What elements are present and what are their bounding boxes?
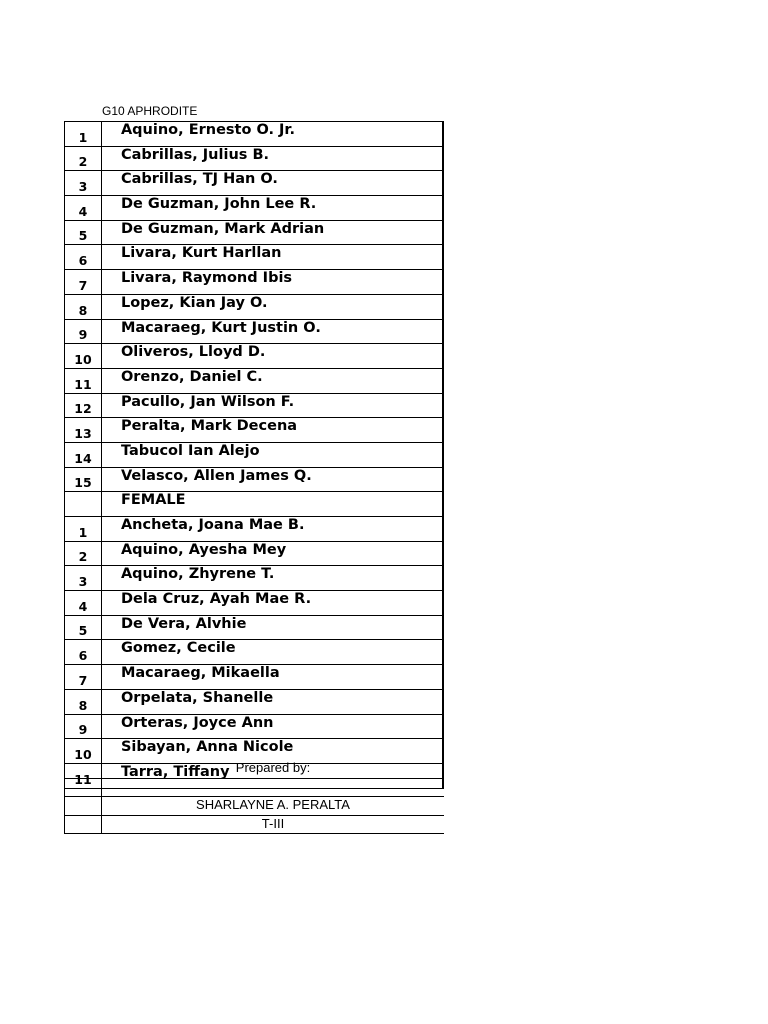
student-row [65, 319, 444, 344]
student-row [65, 344, 444, 369]
row-number: 11 [65, 763, 102, 788]
row-number: 8 [65, 689, 102, 714]
row-number: 7 [65, 270, 102, 295]
student-row [65, 517, 444, 542]
prepared-by-block [64, 760, 444, 834]
teacher-name: SHARLAYNE A. PERALTA [102, 797, 445, 816]
row-number: 8 [65, 294, 102, 319]
row-number: 9 [65, 319, 102, 344]
student-name: Cabrillas, TJ Han O. [101, 171, 443, 196]
student-name: Orteras, Joyce Ann [101, 714, 443, 739]
row-number: 11 [65, 368, 102, 393]
student-row [65, 393, 444, 418]
row-number: 6 [65, 245, 102, 270]
student-row [65, 418, 444, 443]
row-number: 3 [65, 566, 102, 591]
student-name: Tabucol Ian Alejo [101, 442, 443, 467]
section-title: G10 APHRODITE [102, 104, 198, 118]
student-row [65, 442, 444, 467]
footer-number-cell [65, 760, 102, 778]
footer-row [65, 815, 445, 834]
student-name: Livara, Kurt Harllan [101, 245, 443, 270]
student-name: Cabrillas, Julius B. [101, 146, 443, 171]
student-name: Aquino, Zhyrene T. [101, 566, 443, 591]
row-number: 4 [65, 196, 102, 221]
student-name: Gomez, Cecile [101, 640, 443, 665]
row-number: 7 [65, 665, 102, 690]
row-number: 13 [65, 418, 102, 443]
student-name: De Guzman, John Lee R. [101, 196, 443, 221]
row-number: 2 [65, 541, 102, 566]
student-row [65, 270, 444, 295]
student-row [65, 467, 444, 492]
row-number: 3 [65, 171, 102, 196]
student-row [65, 146, 444, 171]
student-name: Aquino, Ayesha Mey [101, 541, 443, 566]
row-number: 5 [65, 220, 102, 245]
student-row [65, 122, 444, 147]
student-name: Tarra, Tiffany [101, 763, 443, 788]
student-name: Macaraeg, Kurt Justin O. [101, 319, 443, 344]
footer-row [65, 760, 445, 778]
row-number: 15 [65, 467, 102, 492]
teacher-position: T-III [102, 815, 445, 834]
student-row [65, 294, 444, 319]
footer-row [65, 778, 445, 797]
row-number: 1 [65, 517, 102, 542]
row-number: 6 [65, 640, 102, 665]
footer-number-cell [65, 815, 102, 834]
student-row [65, 714, 444, 739]
student-row [65, 368, 444, 393]
student-name: Macaraeg, Mikaella [101, 665, 443, 690]
footer-number-cell [65, 797, 102, 816]
student-name: Velasco, Allen James Q. [101, 467, 443, 492]
row-number: 1 [65, 122, 102, 147]
student-row [65, 171, 444, 196]
row-number: 10 [65, 344, 102, 369]
student-row [65, 566, 444, 591]
row-number: 12 [65, 393, 102, 418]
female-header: FEMALE [101, 492, 443, 517]
student-name: Aquino, Ernesto O. Jr. [101, 122, 443, 147]
student-row [65, 615, 444, 640]
student-row [65, 245, 444, 270]
row-number: 10 [65, 739, 102, 764]
roster-body [65, 122, 444, 789]
student-name: Orpelata, Shanelle [101, 689, 443, 714]
row-number: 4 [65, 591, 102, 616]
student-name: De Guzman, Mark Adrian [101, 220, 443, 245]
student-name: Pacullo, Jan Wilson F. [101, 393, 443, 418]
student-name: Livara, Raymond Ibis [101, 270, 443, 295]
roster-table [64, 121, 444, 789]
student-name: Sibayan, Anna Nicole [101, 739, 443, 764]
footer-number-cell [65, 778, 102, 797]
student-name: De Vera, Alvhie [101, 615, 443, 640]
section-header-row [65, 492, 444, 517]
row-number: 5 [65, 615, 102, 640]
row-number: 14 [65, 442, 102, 467]
student-row [65, 541, 444, 566]
row-number [65, 492, 102, 517]
student-name: Ancheta, Joana Mae B. [101, 517, 443, 542]
student-row [65, 689, 444, 714]
signature-blank [102, 778, 445, 797]
row-number: 2 [65, 146, 102, 171]
footer-row [65, 797, 445, 816]
student-name: Lopez, Kian Jay O. [101, 294, 443, 319]
student-name: Oliveros, Lloyd D. [101, 344, 443, 369]
student-row [65, 640, 444, 665]
student-row [65, 220, 444, 245]
student-row [65, 591, 444, 616]
student-name: Dela Cruz, Ayah Mae R. [101, 591, 443, 616]
student-name: Orenzo, Daniel C. [101, 368, 443, 393]
prepared-by-label: Prepared by: [102, 760, 445, 778]
student-name: Peralta, Mark Decena [101, 418, 443, 443]
student-row [65, 196, 444, 221]
student-row [65, 665, 444, 690]
row-number: 9 [65, 714, 102, 739]
